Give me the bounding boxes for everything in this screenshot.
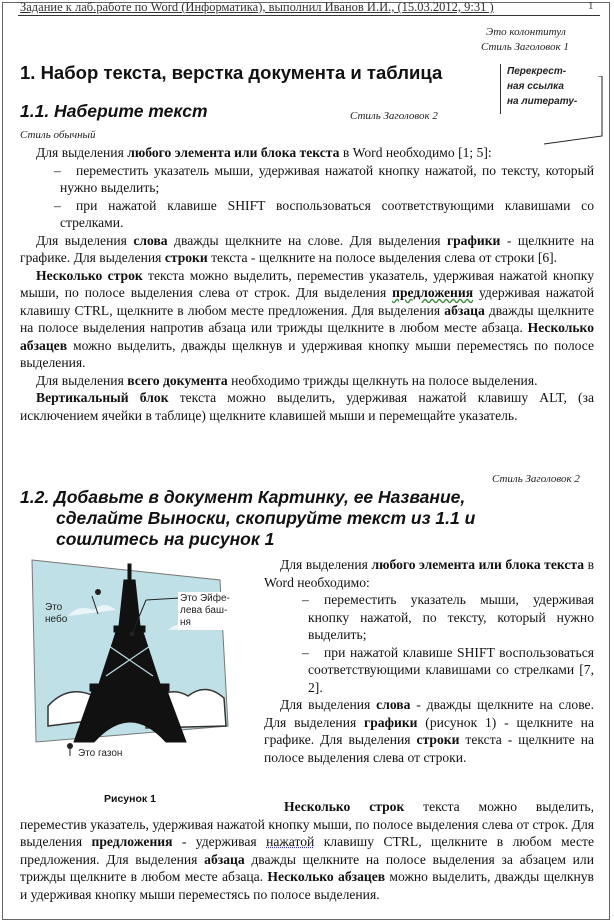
paragraph: Несколько строк текста можно выделить, переместив указатель, удерживая нажатой кнопку мыши, по полосе выделения слева от строк. Для выделения предложения удерживая нажатой клавишу CTRL, щелкните в любом месте предложения. Для выделения абзаца дважды щелкните на полосе выделения напротив абзаца или трижды щелкните в любом месте абзаца. Несколько абзацев можно выделить, дважды щелкнув и удерживая кнопку мыши переместясь по полосе выделения.	[20, 267, 595, 370]
page-header-text: Задание к лаб.работе по Word (Информатика), выполнил Иванов И.И., (15.03.2012, 9:31 )	[20, 0, 494, 14]
callout-sky: Это небо	[45, 602, 68, 625]
section-1-1-body	[20, 144, 594, 424]
cross-ref-line2: ная ссылка	[507, 81, 564, 92]
paragraph: Вертикальный блок текста можно выделить, удерживая нажатой клавишу ALT, (за исключением ячейки в таблице) щелкните клавишей мыши и перемещайте указатель.	[20, 390, 594, 423]
list-item: – переместить указатель мыши, удерживая кнопку нажатой, по тексту, который нужно выделить;	[302, 592, 594, 642]
header-divider	[18, 15, 600, 16]
cross-ref-line1: Перекрест-	[507, 66, 567, 77]
colontitle-note: Это колонтитул	[486, 26, 566, 38]
heading-1-1: 1.1. Наберите текст	[20, 101, 208, 121]
section-1-2-right-column	[264, 556, 594, 766]
style-normal-note: Стиль обычный	[20, 129, 96, 141]
colontitle-style-note: Стиль Заголовок 1	[481, 41, 569, 53]
heading-1: 1. Набор текста, верстка документа и таблица	[20, 62, 443, 83]
paragraph: Для выделения всего документа необходимо трижды щелкнуть на полосе выделения.	[36, 372, 538, 388]
callout-tower: Это Эйфе- лева баш- ня	[180, 593, 230, 628]
list-item: – при нажатой клавише SHIFT воспользоваться соответствующими клавишами со стрелками [7, 2].	[302, 644, 594, 695]
paragraph: Для выделения слова - дважды щелкните на слове. Для выделения графики (рисунок 1) - щелкните на графике. Для выделения строки текста - щелкните на полосе выделения слева от строки.	[264, 697, 595, 765]
list-item: – переместить указатель мыши, удерживая нажатой кнопку нажатой, по тексту, который нужно выделить;	[54, 162, 594, 195]
paragraph: Для выделения слова дважды щелкните на слове. Для выделения графики - щелкните на графике. Для выделения строки текста - щелкните на полосе выделения слева от строки [6].	[20, 232, 594, 265]
callout-lawn: Это газон	[78, 748, 123, 759]
paragraph: Для выделения любого элемента или блока текста в Word необходимо [1; 5]:	[36, 145, 492, 160]
cross-ref-line3: на литерату-	[507, 96, 578, 107]
page-number: 1	[588, 0, 594, 12]
paragraph: Для выделения любого элемента или блока текста в Word необходимо:	[264, 557, 595, 590]
section-1-2-full-width	[20, 798, 594, 903]
style-heading2-note: Стиль Заголовок 2	[350, 110, 438, 122]
figure-caption: Рисунок 1	[104, 793, 156, 805]
style-heading2-note-2: Стиль Заголовок 2	[492, 473, 580, 485]
list-item: – при нажатой клавише SHIFT воспользоваться соответствующими клавишами со стрелками.	[54, 197, 594, 230]
paragraph: Несколько строк текста можно выделить, переместив указатель, удерживая нажатой кнопку мыши, по полосе выделения слева от строк. Для выделения предложения - удерживая нажатой клавишу CTRL, щелкните в любом месте предложения. Для выделения абзаца дважды щелкните на полосе выделения за абзацем или трижды щелкните в любом месте абзаца. Несколько абзацев можно выделить, дважды щелкнув и удерживая кнопку мыши переместясь по полосе выделения.	[20, 799, 594, 902]
heading-1-2: 1.2. Добавьте в документ Картинку, ее Название, сделайте Выноски, скопируйте текст из 1.1 и сошлитесь на рисунок 1	[20, 487, 476, 549]
